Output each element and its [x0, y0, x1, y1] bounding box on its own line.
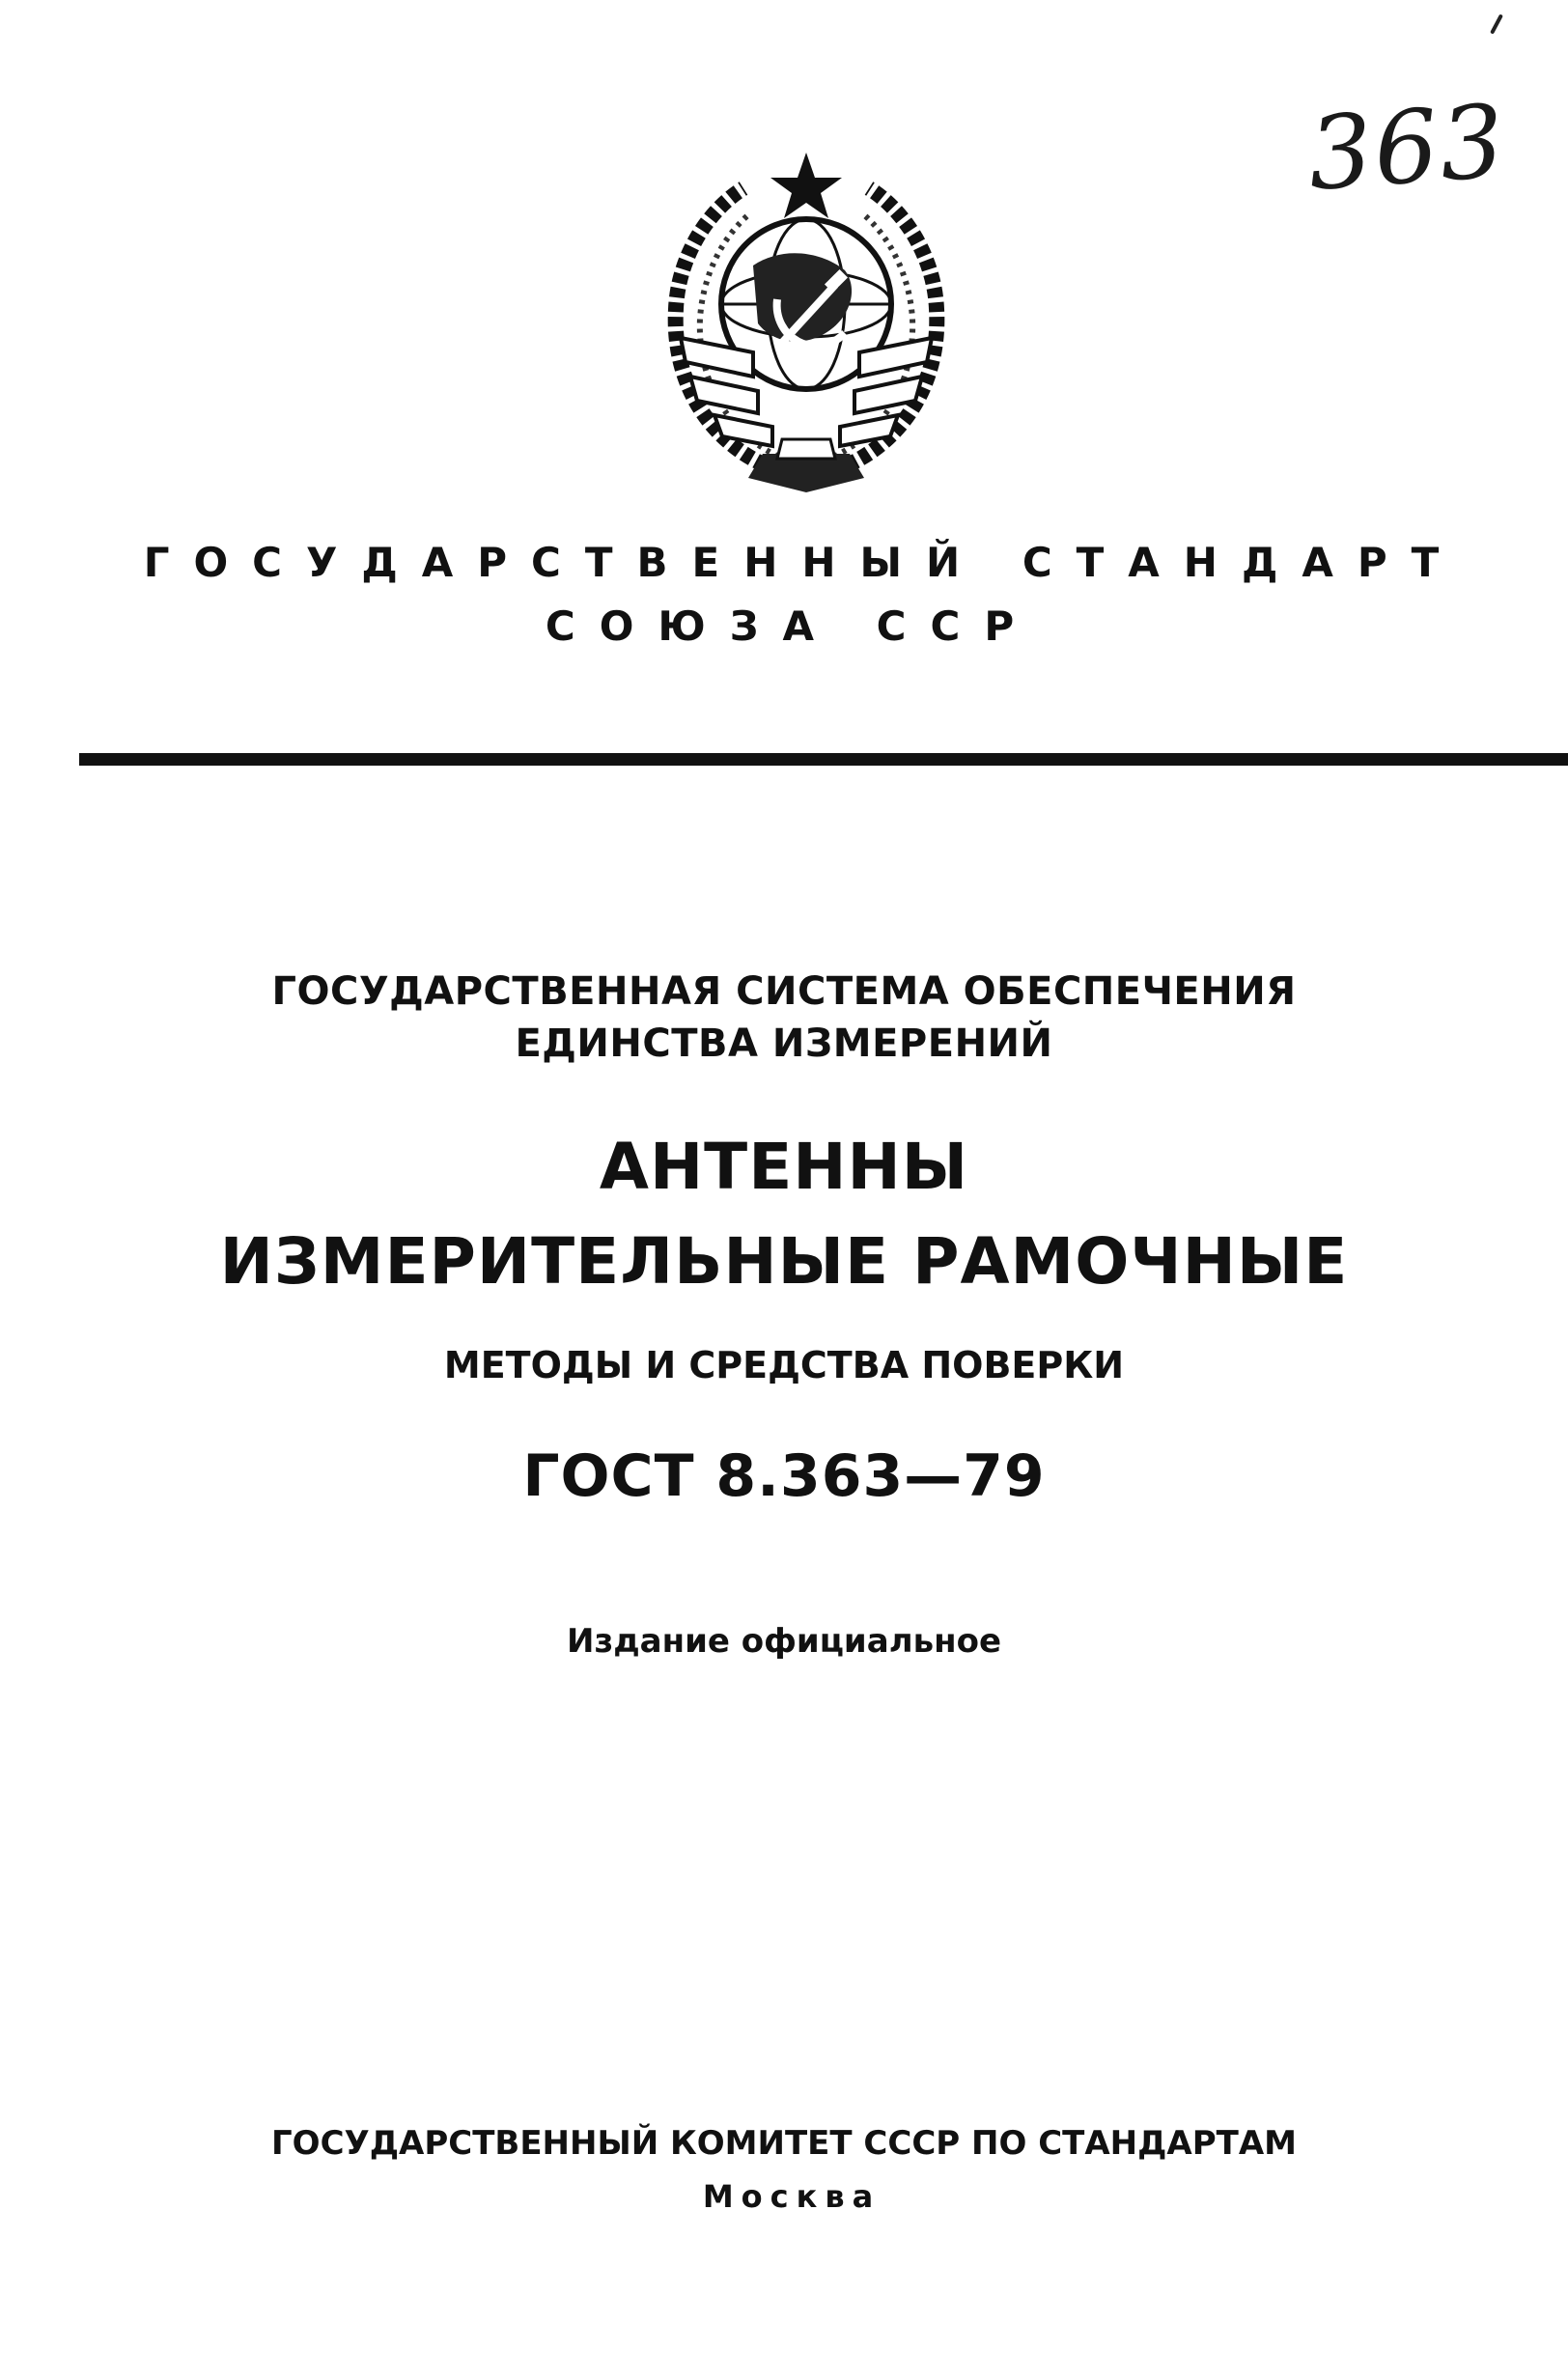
horizontal-rule [79, 753, 1568, 766]
system-title-line2: ЕДИНСТВА ИЗМЕРЕНИЙ [515, 1021, 1053, 1066]
header-union: СОЮЗА ССР [545, 602, 1039, 650]
ussr-emblem-icon [637, 145, 975, 502]
document-title-line1: АНТЕННЫ [599, 1130, 969, 1204]
publisher-city: Москва [702, 2178, 882, 2215]
gost-number: ГОСТ 8.363—79 [522, 1442, 1046, 1510]
header-state-standard: ГОСУДАРСТВЕННЫЙ СТАНДАРТ [143, 539, 1464, 586]
pen-mark [1490, 14, 1503, 34]
document-title-line2: ИЗМЕРИТЕЛЬНЫЕ РАМОЧНЫЕ [219, 1224, 1349, 1299]
document-subtitle: МЕТОДЫ И СРЕДСТВА ПОВЕРКИ [443, 1344, 1125, 1386]
handwritten-page-number: 363 [1304, 81, 1510, 213]
edition-label: Издание официальное [566, 1622, 1002, 1661]
system-title-line1: ГОСУДАРСТВЕННАЯ СИСТЕМА ОБЕСПЕЧЕНИЯ [271, 969, 1297, 1014]
publisher-committee: ГОСУДАРСТВЕННЫЙ КОМИТЕТ СССР ПО СТАНДАРТАМ [271, 2124, 1297, 2163]
